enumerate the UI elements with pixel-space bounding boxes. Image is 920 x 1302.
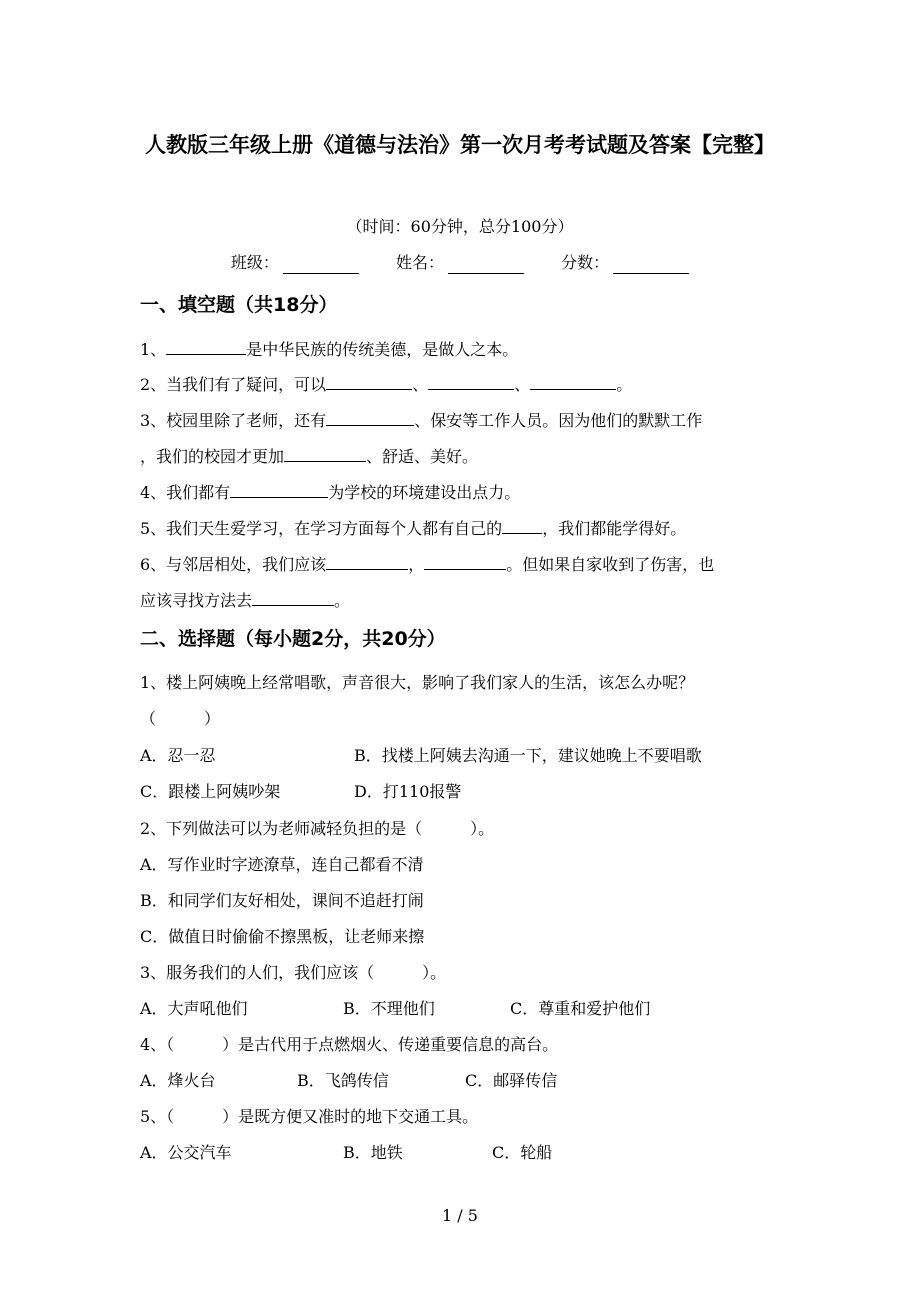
answer-blank[interactable] (166, 338, 246, 355)
option-a[interactable]: A．忍一忍 (140, 746, 216, 765)
option-c[interactable]: C．尊重和爱护他们 (510, 999, 651, 1018)
answer-blank[interactable] (424, 553, 506, 570)
fill-question-4: 4、我们都有 为学校的环境建设出点力。 (140, 483, 521, 502)
answer-blank[interactable] (428, 373, 514, 390)
choice-question-3: 3、服务我们的人们，我们应该（ ）。 (140, 963, 447, 982)
choice-question-5: 5、（ ）是既方便又准时的地下交通工具。 (140, 1107, 479, 1126)
section-heading-fill-blank: 一、填空题（共18分） (140, 294, 338, 316)
option-c[interactable]: C．轮船 (492, 1143, 553, 1162)
exam-time-info: （时间：60分钟，总分100分） (346, 217, 574, 236)
class-blank[interactable] (283, 255, 359, 274)
option-b[interactable]: B．飞鸽传信 (297, 1071, 389, 1090)
name-blank[interactable] (448, 255, 524, 274)
option-a[interactable]: A．大声吼他们 (140, 999, 248, 1018)
fill-question-6-continued: 应该寻找方法去 。 (140, 591, 351, 610)
section-heading-choice: 二、选择题（每小题2分，共20分） (140, 628, 446, 650)
page-title: 人教版三年级上册《道德与法治》第一次月考考试题及答案【完整】 (145, 133, 775, 157)
option-b[interactable]: B．地铁 (343, 1143, 403, 1162)
answer-bracket[interactable]: （ ） (140, 709, 221, 728)
choice-question-2: 2、下列做法可以为老师减轻负担的是（ ）。 (140, 819, 495, 838)
option-d[interactable]: D．打110报警 (354, 782, 462, 801)
fill-question-5: 5、我们天生爱学习，在学习方面每个人都有自己的 ，我们都能学得好。 (140, 519, 687, 538)
option-a[interactable]: A．烽火台 (140, 1071, 216, 1090)
answer-blank[interactable] (502, 517, 542, 534)
name-field: 姓名： (396, 252, 524, 274)
option-a[interactable]: A．写作业时字迹潦草，连自己都看不清 (140, 855, 424, 874)
answer-blank[interactable] (530, 373, 616, 390)
class-field: 班级： (231, 252, 359, 274)
fill-question-1: 1、 是中华民族的传统美德，是做人之本。 (140, 340, 519, 359)
choice-question-1: 1、楼上阿姨晚上经常唱歌，声音很大，影响了我们家人的生活，该怎么办呢？ (140, 673, 695, 692)
score-field: 分数： (561, 252, 689, 274)
option-c[interactable]: C．邮驿传信 (465, 1071, 558, 1090)
fill-question-6: 6、与邻居相处，我们应该 ， 。但如果自家收到了伤害，也 (140, 555, 715, 574)
answer-blank[interactable] (284, 445, 366, 462)
fill-question-2: 2、当我们有了疑问，可以 、 、 。 (140, 375, 633, 394)
answer-blank[interactable] (230, 481, 328, 498)
option-b[interactable]: B．和同学们友好相处，课间不追赶打闹 (140, 891, 424, 910)
student-info-row (0, 252, 920, 274)
option-b[interactable]: B．找楼上阿姨去沟通一下，建议她晚上不要唱歌 (354, 746, 702, 765)
answer-blank[interactable] (252, 589, 334, 606)
fill-question-3: 3、校园里除了老师，还有 、保安等工作人员。因为他们的默默工作 (140, 411, 703, 430)
choice-question-4: 4、（ ）是古代用于点燃烟火、传递重要信息的高台。 (140, 1035, 559, 1054)
answer-blank[interactable] (326, 409, 414, 426)
option-c[interactable]: C．做值日时偷偷不擦黑板，让老师来擦 (140, 927, 425, 946)
score-blank[interactable] (613, 255, 689, 274)
fill-question-3-continued: ，我们的校园才更加 、舒适、美好。 (140, 447, 479, 466)
option-b[interactable]: B．不理他们 (343, 999, 435, 1018)
answer-blank[interactable] (326, 373, 412, 390)
page-number: 1 / 5 (442, 1206, 478, 1225)
answer-blank[interactable] (326, 553, 408, 570)
option-c[interactable]: C．跟楼上阿姨吵架 (140, 782, 281, 801)
option-a[interactable]: A．公交汽车 (140, 1143, 232, 1162)
